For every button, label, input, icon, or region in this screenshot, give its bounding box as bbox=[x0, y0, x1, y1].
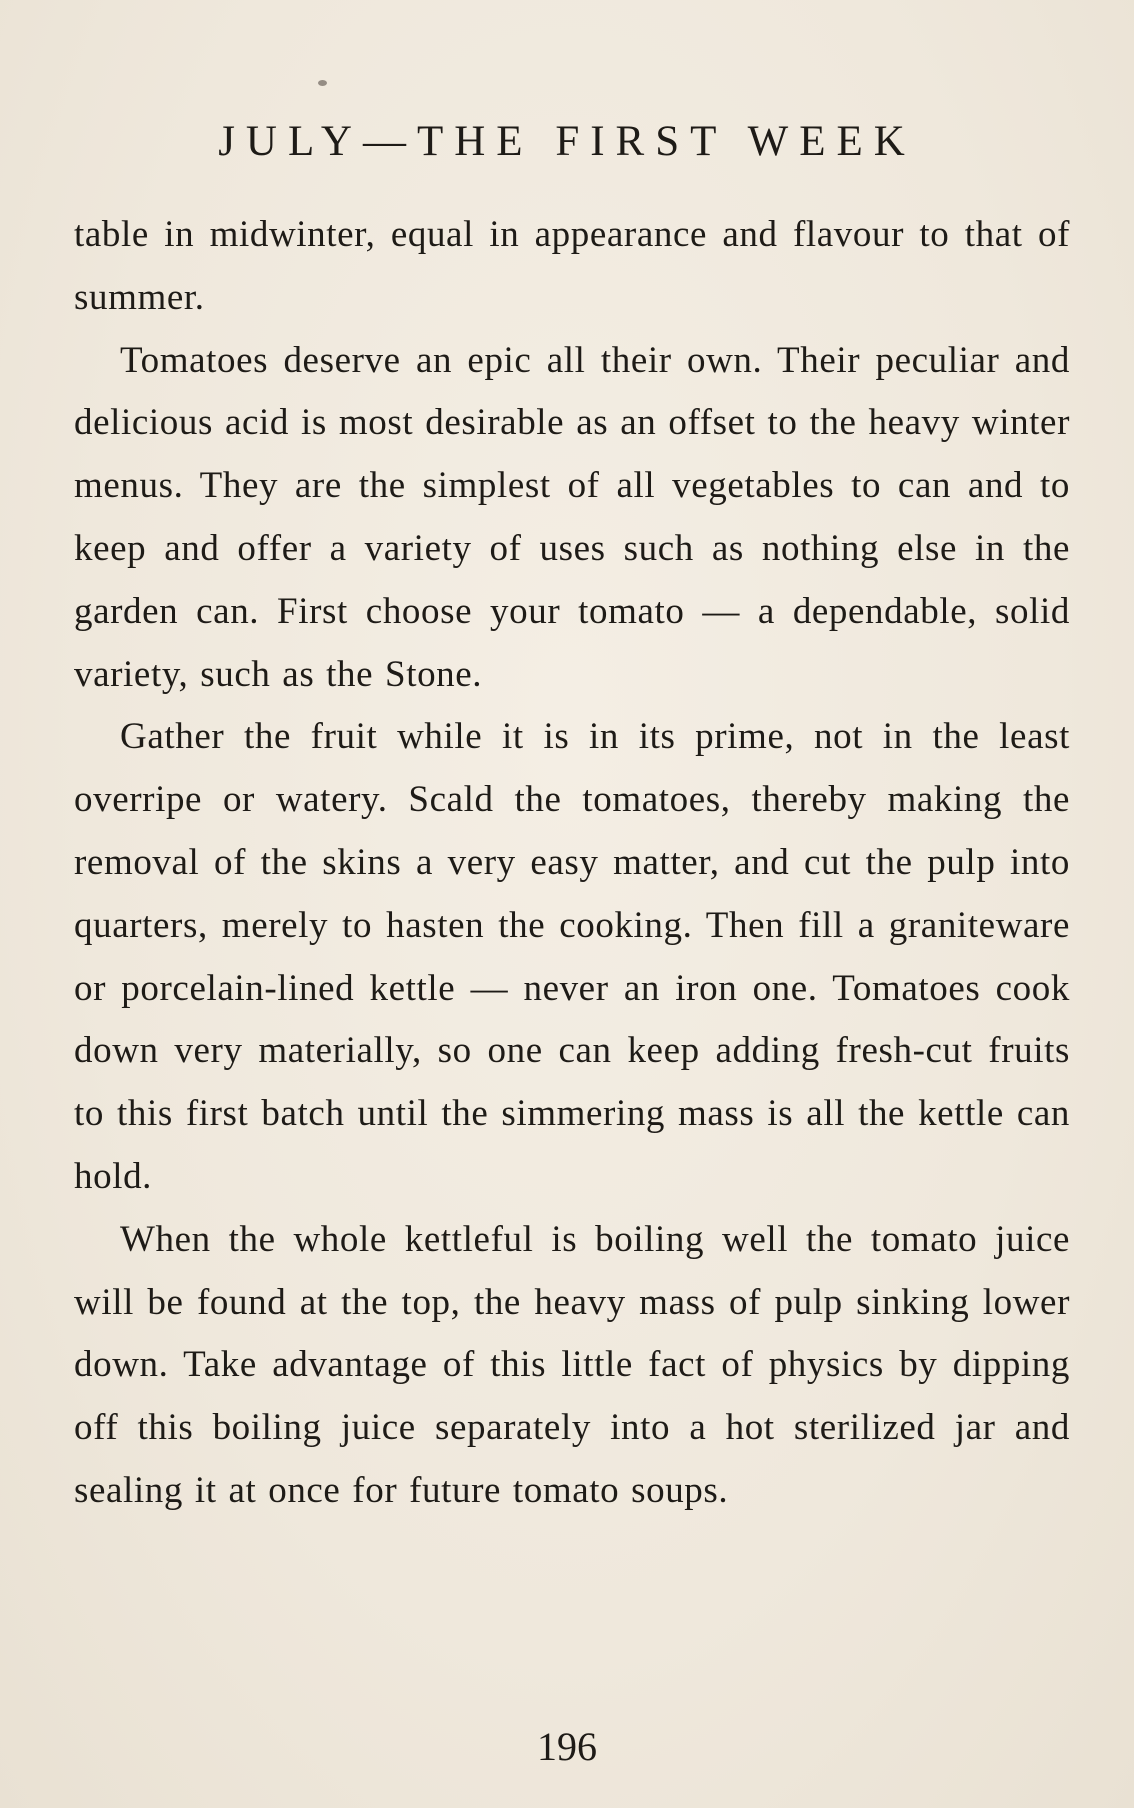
paragraph-kettleful: When the whole kettleful is boiling well the tomato juice will be found at the top, the heavy mass of pulp sinking lower down. Take advantage of this little fact of physics by dipping off this boiling juice separately into a hot sterilized jar and sealing it at once for future tomato soups. bbox=[74, 1218, 1070, 1511]
paragraph-gather: Gather the fruit while it is in its prime, not in the least overripe or watery. Scald the tomatoes, thereby making the removal of the skins a very easy matter, and cut the pulp into quarters, merely to hasten the cooking. Then fill a graniteware or porcelain-lined kettle — never an iron one. Tomatoes cook down very materially, so one can keep adding fresh-cut fruits to this first batch until the simmering mass is all the kettle can hold. bbox=[74, 716, 1070, 1197]
paragraph-continued: table in midwinter, equal in appearance and flavour to that of summer. bbox=[74, 214, 1070, 318]
body-text bbox=[74, 204, 1070, 1523]
running-head: JULY—THE FIRST WEEK bbox=[218, 118, 916, 165]
page-number: 196 bbox=[537, 1724, 597, 1769]
paragraph-tomatoes: Tomatoes deserve an epic all their own. Their peculiar and delicious acid is most desirable as an offset to the heavy winter menus. They are the simplest of all vegetables to can and to keep and offer a variety of uses such as nothing else in the garden can. First choose your tomato — a dependable, solid variety, such as the Stone. bbox=[74, 339, 1070, 695]
ink-speck bbox=[318, 80, 327, 86]
